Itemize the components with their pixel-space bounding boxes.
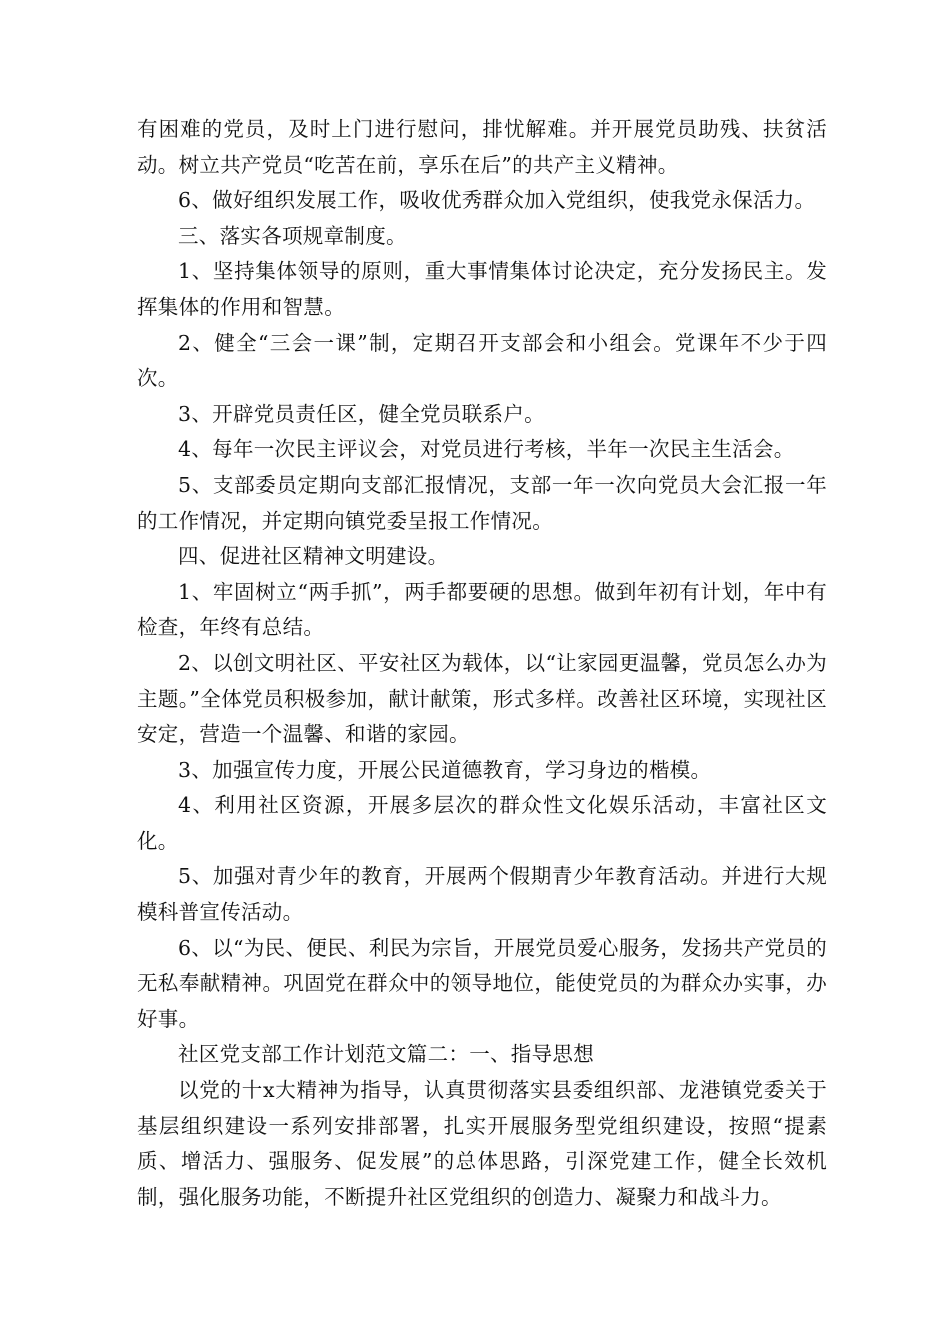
article-subtitle: 社区党支部工作计划范文篇二：一、指导思想 xyxy=(178,1042,594,1067)
paragraph: 1、牢固树立“两手抓”，两手都要硬的思想。做到年初有计划，年中有检查，年终有总结。 xyxy=(137,579,827,640)
paragraph: 1、坚持集体领导的原则，重大事情集体讨论决定，充分发扬民主。发挥集体的作用和智慧。 xyxy=(137,259,827,319)
paragraph: 2、以创文明社区、平安社区为载体，以“让家园更温馨，党员怎么办为主题。”全体党员积极参加，献计献策，形式多样。改善社区环境，实现社区安定，营造一个温馨、和谐的家园。 xyxy=(137,650,827,747)
paragraph-continued: 有困难的党员，及时上门进行慰问，排忧解难。并开展党员助残、扶贫活动。树立共产党员“吃苦在前，享乐在后”的共产主义精神。 xyxy=(137,117,827,177)
paragraph: 3、开辟党员责任区，健全党员联系户。 xyxy=(178,401,545,426)
paragraph: 以党的十x大精神为指导，认真贯彻落实县委组织部、龙港镇党委关于基层组织建设一系列安排部署，扎实开展服务型党组织建设，按照“提素质、增活力、强服务、促发展”的总体思路，引深党建工作，健全长效机制，强化服务功能，不断提升社区党组织的创造力、凝聚力和战斗力。 xyxy=(137,1078,827,1209)
paragraph: 4、每年一次民主评议会，对党员进行考核，半年一次民主生活会。 xyxy=(178,437,795,462)
paragraph: 2、健全“三会一课”制，定期召开支部会和小组会。党课年不少于四次。 xyxy=(137,330,827,391)
section-heading: 四、促进社区精神文明建设。 xyxy=(178,544,449,569)
paragraph: 5、加强对青少年的教育，开展两个假期青少年教育活动。并进行大规模科普宣传活动。 xyxy=(137,864,827,925)
section-heading: 三、落实各项规章制度。 xyxy=(178,223,407,248)
paragraph: 3、加强宣传力度，开展公民道德教育，学习身边的楷模。 xyxy=(178,757,712,782)
paragraph: 4、利用社区资源，开展多层次的群众性文化娱乐活动，丰富社区文化。 xyxy=(137,793,827,853)
paragraph: 5、支部委员定期向支部汇报情况，支部一年一次向党员大会汇报一年的工作情况，并定期向镇党委呈报工作情况。 xyxy=(137,472,827,533)
document-page xyxy=(137,112,827,1215)
paragraph: 6、做好组织发展工作，吸收优秀群众加入党组织，使我党永保活力。 xyxy=(178,188,816,213)
paragraph: 6、以“为民、便民、利民为宗旨，开展党员爱心服务，发扬共产党员的无私奉献精神。巩固党在群众中的领导地位，能使党员的为群众办实事，办好事。 xyxy=(137,935,827,1031)
